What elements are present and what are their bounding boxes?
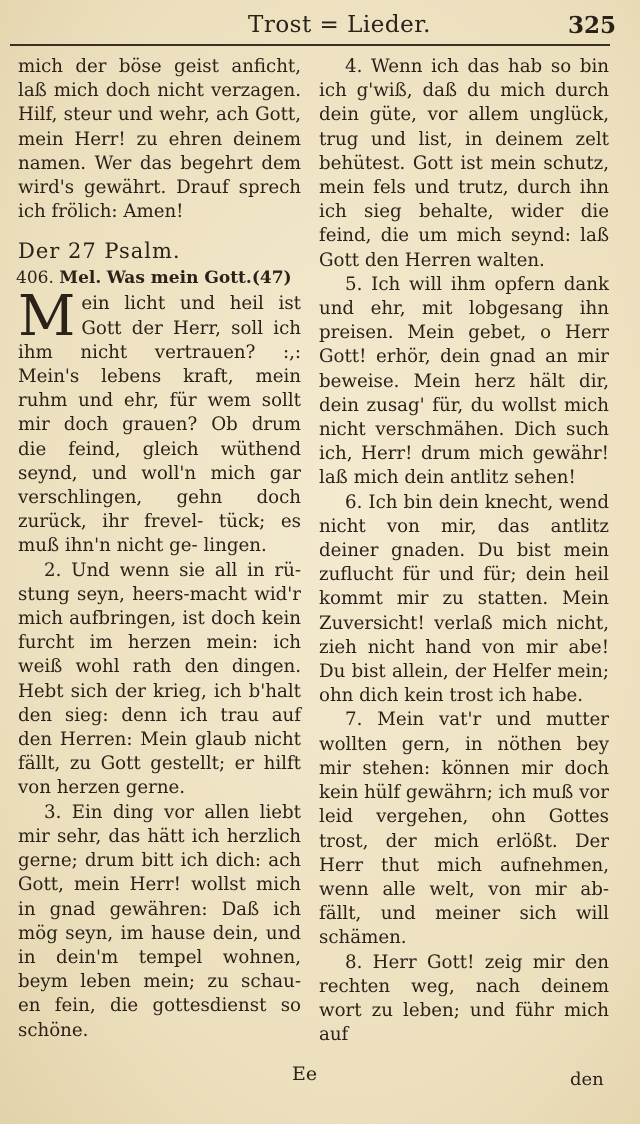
verse-6: 6. Ich bin dein knecht, wend nicht von mir, das antlitz deiner gnaden. Du bist mein zuflucht für und für; dein heil kommt mir zu statten. Mein Zuversicht! verlaß mich nicht, zieh nicht hand von mir abe! Du bist allein, der Helfer mein; ohn dich kein trost ich habe. (319, 491, 609, 707)
continuation-text: mich der böse geist anficht, laß mich doch nicht verzagen. Hilf, steur und wehr, ach Gott, mein Herr! zu ehren deinem namen. Wer das begehrt dem wird's gewährt. Drauf sprech ich frölich: Amen! (18, 56, 301, 223)
verse-1-text: ein licht und heil ist Gott der Herr, soll ich ihm nicht vertrauen? :,: Mein's lebens kraft, mein ruhm und ehr, für wem sollt mir doch grauen? Ob drum die feind, gleich wüthend seynd, und woll'n mich gar verschlingen, gehn doch zurück, ihr frevel- tück; es muß ihn'n nicht ge- lingen. (18, 293, 301, 557)
page-number: 325 (568, 12, 617, 39)
verse-2: 2. Und wenn sie all in rü- stung seyn, heers-macht wid'r mich aufbringen, ist doch kein furcht im herzen mein: ich weiß wohl rath den dingen. Hebt sich der krieg, ich b'halt den sieg: denn ich trau auf den Herren: Mein glaub nicht fällt, zu Gott gestellt; er hilft von herzen gerne. (18, 559, 301, 799)
melody-prefix: Mel. (59, 268, 102, 289)
hymn-melody-line (16, 266, 301, 290)
verse-7: 7. Mein vat'r und mutter wollten gern, in nöthen bey mir stehen: können mir doch kein hülf gewährn; ich muß vor leid vergehen, ohn Gottes trost, der mich erlößt. Der Herr thut mich aufnehmen, wenn alle welt, von mir ab- fällt, und meiner sich will schämen. (319, 709, 610, 949)
header-rule (10, 44, 610, 46)
right-column (319, 55, 609, 1047)
verse-8: 8. Herr Gott! zeig mir den rechten weg, nach deinem wort zu leben; und führ mich auf (319, 951, 609, 1046)
hymn-number: 406. (16, 268, 54, 289)
running-header (0, 8, 640, 42)
melody-title: Was mein Gott.(47) (106, 268, 292, 289)
drop-cap: M (18, 284, 76, 350)
verse-4: 4. Wenn ich das hab so bin ich g'wiß, daß du mich durch dein güte, vor allem unglück, trug und list, in deinem zelt behütest. Gott ist mein schutz, mein fels und trutz, durch ihn ich sieg behalte, wider die feind, die um mich seynd: laß Gott den Herren walten. (319, 56, 609, 271)
page-footer (0, 1063, 640, 1121)
verse-1 (18, 284, 301, 558)
left-column (18, 55, 301, 1043)
verse-5: 5. Ich will ihm opfern dank und ehr, mit lobgesang ihn preisen. Mein gebet, o Herr Gott! erhör, dein gnad an mir beweise. Mein herz hält dir, dein zusag' für, du wollst mich nicht verschmähen. Dich such ich, Herr! drum mich gewähr! laß mich dein antlitz sehen! (319, 273, 609, 489)
running-title: Trost = Lieder. (248, 12, 431, 38)
signature-mark: Ee (292, 1063, 318, 1085)
psalm-heading: Der 27 Psalm. (18, 239, 181, 264)
verse-3: 3. Ein ding vor allen liebt mir sehr, das hätt ich herzlich gerne; drum bitt ich dich: ach Gott, mein Herr! wollst mich in gnad gewähren: Daß ich mög seyn, im hause dein, und in dein'm tempel wohnen, beym leben mein; zu schau- en fein, die gottesdienst so schöne. (18, 801, 301, 1041)
catchword: den (570, 1069, 604, 1090)
